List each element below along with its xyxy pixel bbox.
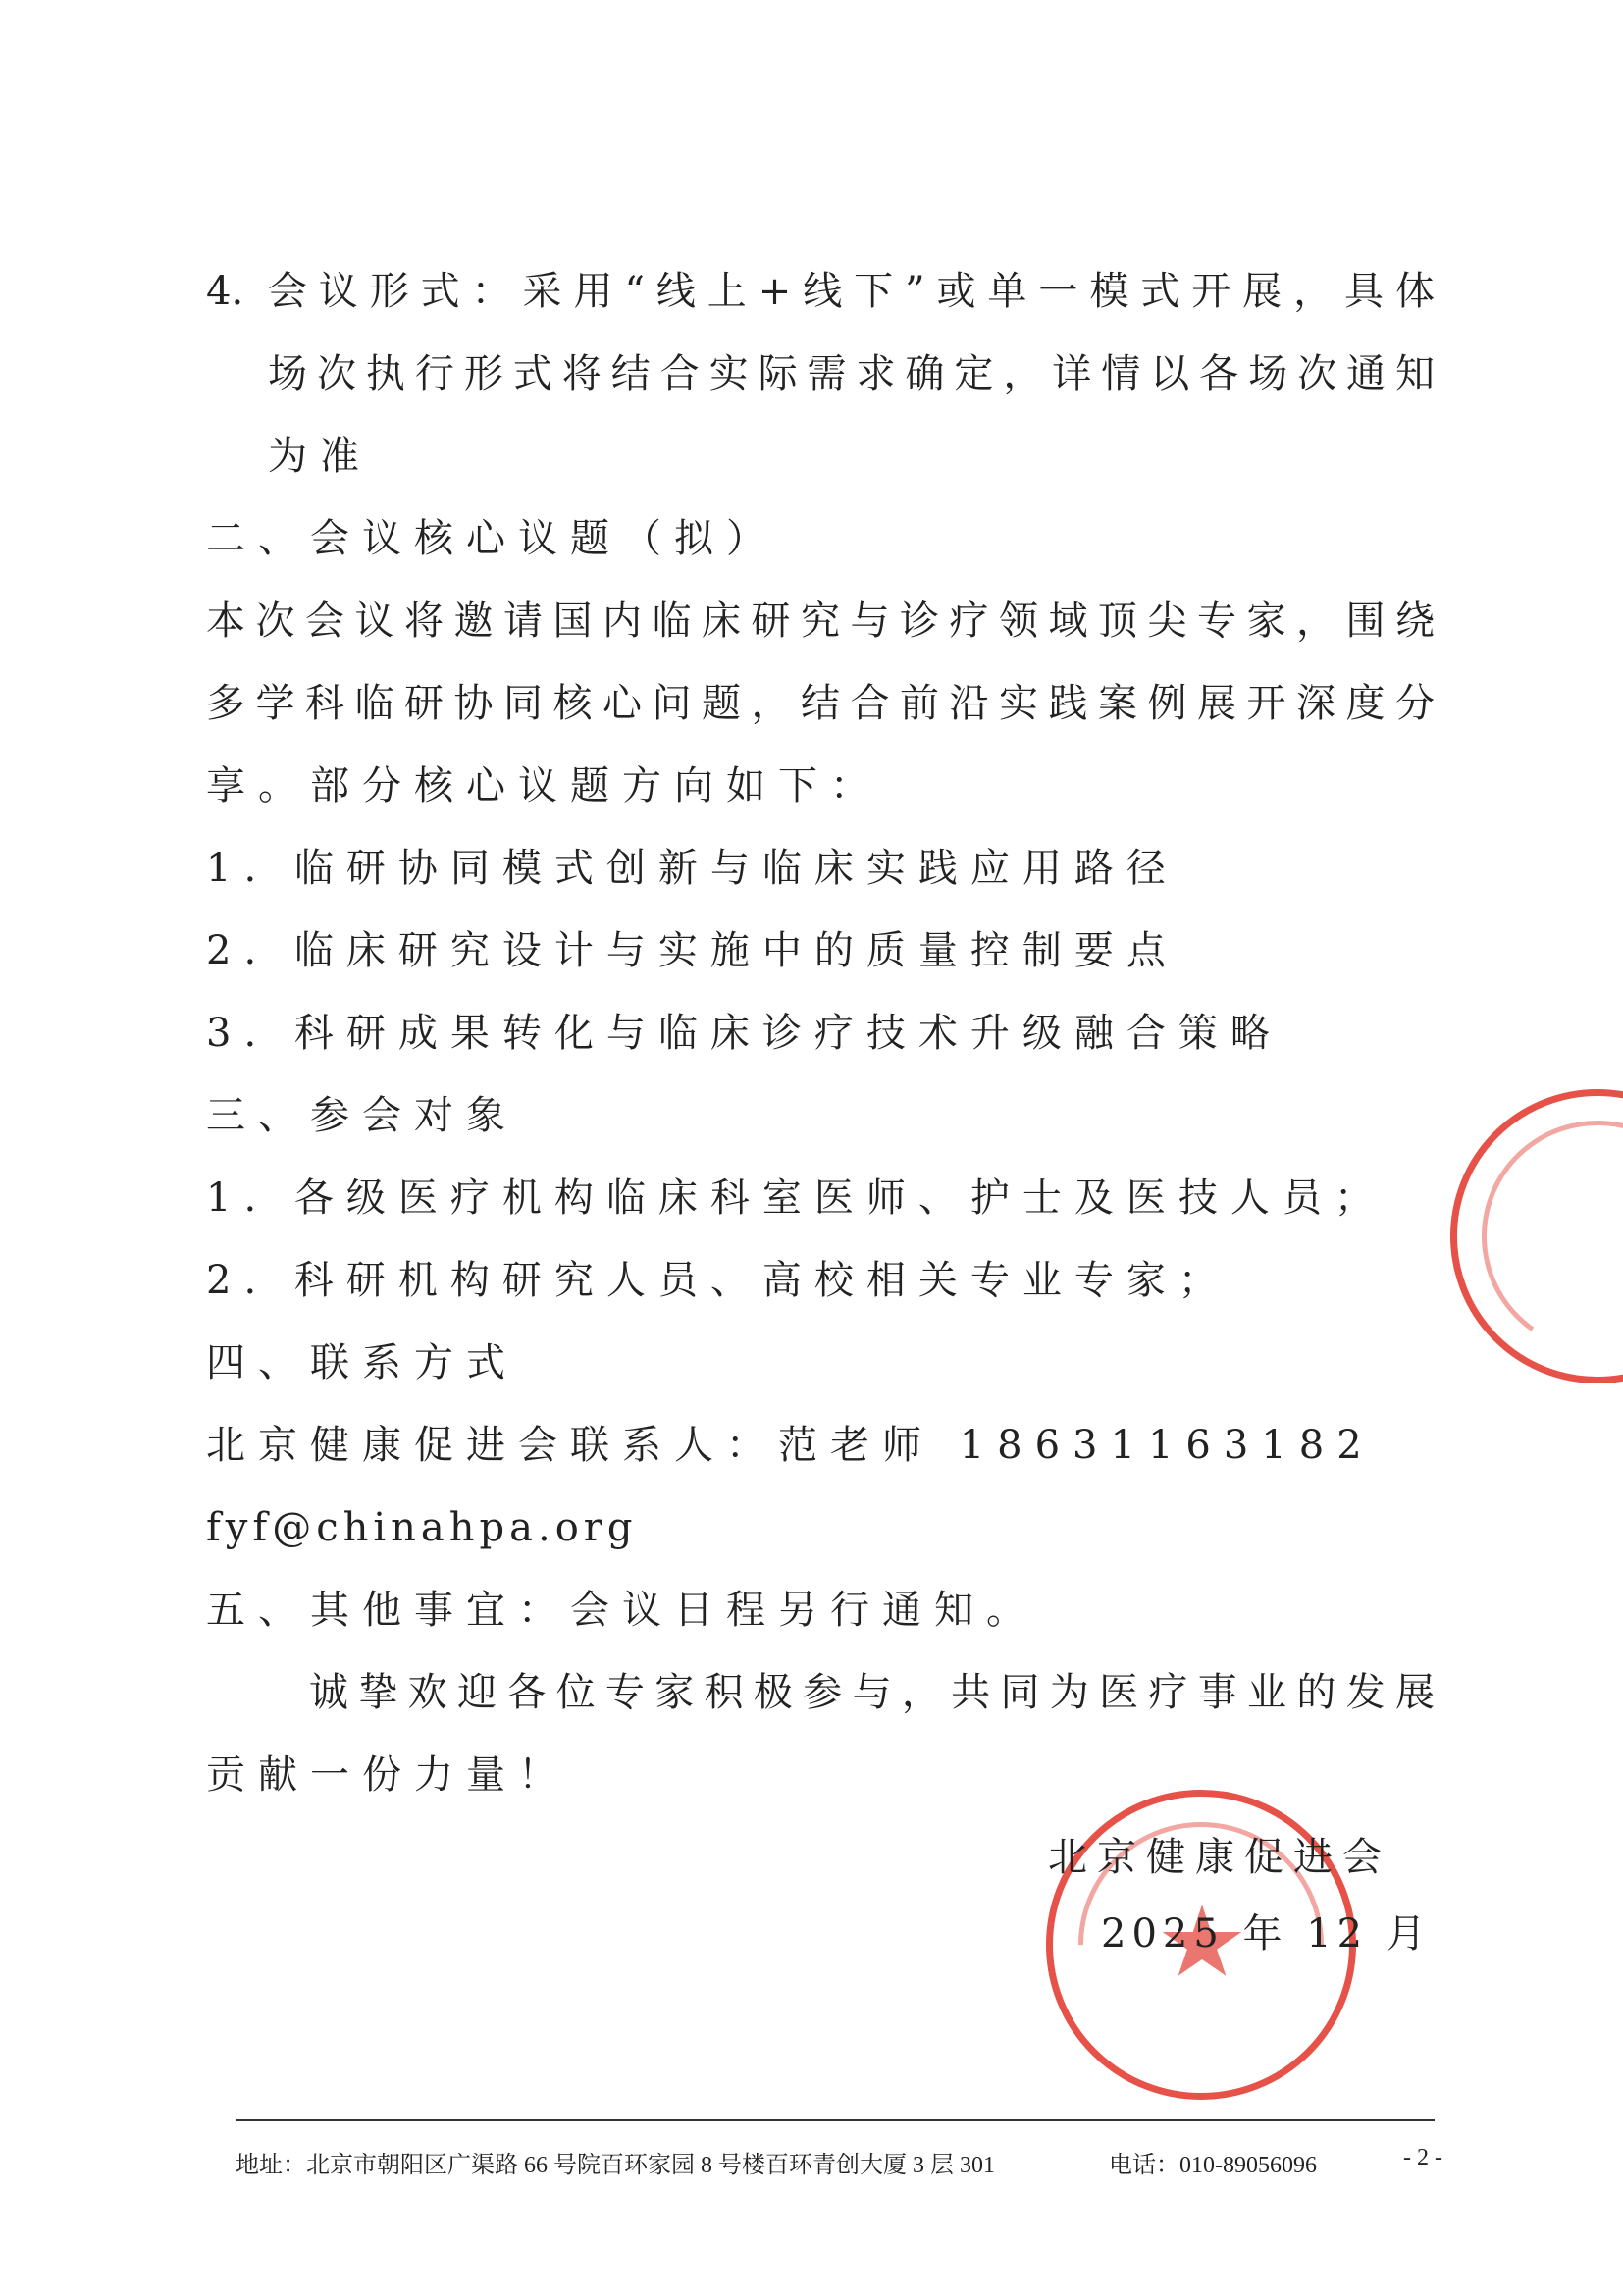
contact-email[interactable]: fyf@chinahpa.org — [206, 1505, 638, 1550]
seal-lettering-ring — [1463, 1102, 1623, 1370]
list-item: 3. 科研成果转化与临床诊疗技术升级融合策略 — [206, 1011, 1283, 1056]
section-heading: 五、其他事宜：会议日程另行通知。 — [206, 1588, 1038, 1633]
list-item: 1. 临研协同模式创新与临床实践应用路径 — [206, 846, 1178, 891]
body-line: 享。部分核心议题方向如下： — [206, 763, 882, 809]
section-heading: 三、参会对象 — [206, 1093, 518, 1138]
footer-phone: 电话：010-89056096 — [1109, 2153, 1317, 2178]
section-heading: 二、会议核心议题（拟） — [206, 516, 778, 561]
body-line: 场次执行形式将结合实际需求确定，详情以各场次通知 — [268, 351, 1435, 396]
section-heading: 四、联系方式 — [206, 1340, 518, 1385]
signature-org: 北京健康促进会 — [1048, 1835, 1391, 1880]
signature-date: 2025 年 12 月 — [1101, 1911, 1432, 1957]
page-number: - 2 - — [1403, 2145, 1442, 2170]
body-line: 为准 — [268, 434, 372, 479]
body-line: 贡献一份力量！ — [206, 1752, 570, 1798]
body-line: 多学科临研协同核心问题，结合前沿实践案例展开深度分 — [206, 681, 1435, 726]
body-line: 本次会议将邀请国内临床研究与诊疗领域顶尖专家，围绕 — [206, 599, 1435, 644]
footer-address: 地址：北京市朝阳区广渠路 66 号院百环家园 8 号楼百环青创大厦 3 层 301 — [236, 2153, 995, 2178]
list-item: 2. 临床研究设计与实施中的质量控制要点 — [206, 928, 1178, 973]
body-line: 4. 会议形式：采用“线上+线下”或单一模式开展，具体 — [206, 269, 1435, 314]
footer-divider — [236, 2119, 1435, 2121]
contact-line: 北京健康促进会联系人：范老师 18631163182 — [206, 1423, 1375, 1468]
seal-stamp-partial — [1450, 1089, 1623, 1383]
list-item: 2. 科研机构研究人员、高校相关专业专家； — [206, 1258, 1230, 1303]
body-line: 诚挚欢迎各位专家积极参与，共同为医疗事业的发展 — [309, 1670, 1435, 1715]
list-item: 1. 各级医疗机构临床科室医师、护士及医技人员； — [206, 1175, 1387, 1221]
